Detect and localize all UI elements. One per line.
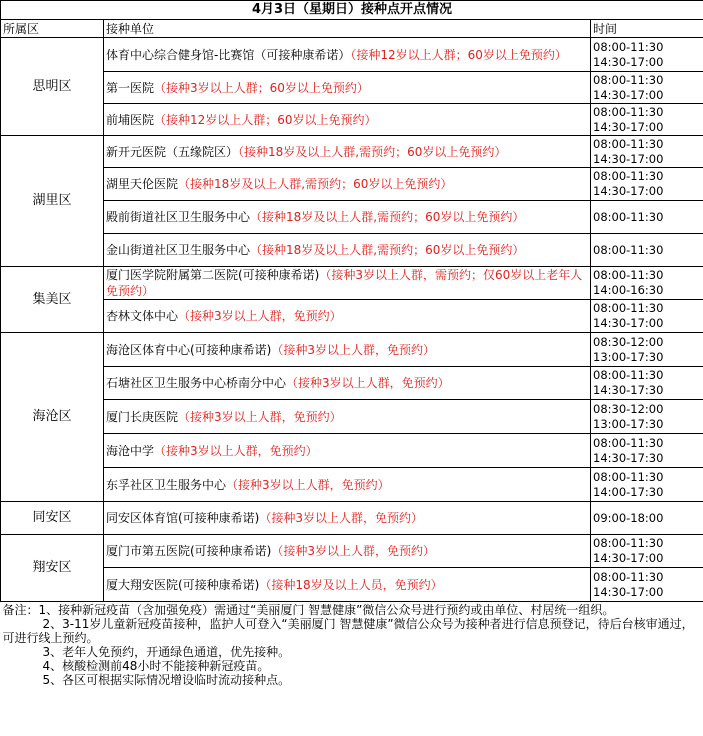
time-slot: 08:00-11:30 — [593, 136, 664, 151]
unit-name: 同安区体育馆(可接种康希诺) — [106, 511, 260, 525]
table-row — [1, 104, 703, 136]
unit-eligibility-note: （接种3岁以上人群，免预约） — [226, 477, 390, 492]
time-cell — [591, 300, 703, 333]
time-slot: 08:00-11:30 — [593, 435, 664, 450]
unit-eligibility-note: （接种3岁以上人群，免预约） — [259, 511, 424, 525]
unit-eligibility-note: （接种18岁及以上人群,需预约；60岁以上免预约） — [178, 177, 453, 191]
table-row — [1, 168, 703, 201]
time-slot: 14:30-17:00 — [593, 184, 664, 198]
time-cell — [591, 367, 703, 400]
header-district: 所属区 — [1, 20, 104, 38]
note-4: 4、核酸检测前48小时不能接种新冠疫苗。 — [42, 659, 270, 673]
time-cell — [591, 201, 703, 234]
unit-name: 石塘社区卫生服务中心桥南分中心 — [106, 376, 287, 390]
table-row — [1, 72, 703, 104]
time-cell — [591, 104, 703, 136]
time-slot: 13:00-17:30 — [593, 349, 664, 364]
district-cell: 同安区 — [1, 502, 104, 535]
unit-cell — [104, 267, 591, 300]
time-cell — [591, 468, 703, 502]
time-slot: 09:00-18:00 — [593, 510, 664, 525]
table-row — [1, 267, 703, 300]
note-3: 3、老年人免预约，开通绿色通道，优先接种。 — [42, 645, 291, 659]
unit-name: 厦门市第五医院(可接种康希诺) — [106, 544, 272, 558]
unit-name: 第一医院 — [106, 80, 155, 95]
time-slot: 08:00-11:30 — [593, 209, 664, 224]
note-1: 备注：1、接种新冠疫苗（含加强免疫）需通过“美丽厦门 智慧健康”微信公众号进行预约或由单位、村居统一组织。 — [2, 603, 615, 617]
unit-cell — [104, 201, 591, 234]
time-cell — [591, 535, 703, 568]
unit-eligibility-note: （接种12岁以上人群；60岁以上免预约） — [350, 47, 567, 62]
unit-cell — [104, 104, 591, 136]
time-cell — [591, 502, 703, 535]
time-slot: 14:30-17:30 — [593, 450, 664, 465]
table-row — [1, 434, 703, 468]
time-cell — [591, 333, 703, 367]
time-slot: 08:00-11:30 — [593, 268, 664, 282]
unit-eligibility-note: （接种3岁以上人群，免预约） — [154, 443, 318, 458]
unit-eligibility-note: （接种18岁及以上人群,需预约；60岁以上免预约） — [250, 210, 525, 224]
unit-cell — [104, 400, 591, 434]
time-cell — [591, 434, 703, 468]
time-cell — [591, 38, 703, 72]
time-cell — [591, 234, 703, 267]
table-row — [1, 468, 703, 502]
table-row — [1, 502, 703, 535]
unit-cell — [104, 136, 591, 168]
header-time: 时间 — [591, 20, 703, 38]
unit-name: 体育中心综合健身馆-比赛馆（可接种康希诺） — [106, 47, 351, 62]
time-slot: 08:00-11:30 — [593, 368, 664, 382]
time-cell — [591, 136, 703, 168]
table-row — [1, 367, 703, 400]
time-slot: 08:30-12:00 — [593, 401, 664, 416]
note-5: 5、各区可根据实际情况增设临时流动接种点。 — [42, 673, 291, 687]
time-slot: 08:00-11:30 — [593, 301, 664, 315]
unit-cell — [104, 535, 591, 568]
unit-cell — [104, 434, 591, 468]
district-cell: 翔安区 — [1, 535, 104, 602]
time-slot: 14:30-17:00 — [593, 151, 664, 166]
unit-eligibility-note: （接种18岁及以上人群,需预约；60岁以上免预约） — [250, 243, 525, 257]
page-title: 4月3日（星期日）接种点开点情况 — [1, 1, 703, 20]
time-slot: 14:00-16:30 — [593, 283, 664, 297]
table-row — [1, 136, 703, 168]
unit-name: 湖里天伦医院 — [106, 177, 179, 191]
unit-eligibility-note: （接种3岁以上人群，需预约；仅60岁以上老年人免预约） — [106, 268, 583, 298]
unit-eligibility-note: （接种18岁及以上人群,需预约；60岁以上免预约） — [238, 144, 507, 159]
time-slot: 14:30-17:00 — [593, 87, 664, 102]
unit-cell — [104, 468, 591, 502]
district-cell: 海沧区 — [1, 333, 104, 502]
time-slot: 08:00-11:30 — [593, 39, 664, 54]
time-slot: 14:00-17:30 — [593, 484, 664, 499]
time-slot: 08:00-11:30 — [593, 469, 664, 484]
unit-eligibility-note: （接种18岁及以上人员，免预约） — [259, 577, 443, 592]
unit-cell — [104, 502, 591, 535]
time-slot: 08:30-12:00 — [593, 334, 664, 349]
district-cell: 思明区 — [1, 38, 104, 136]
unit-name: 金山街道社区卫生服务中心 — [106, 243, 251, 257]
time-cell — [591, 400, 703, 434]
table-row — [1, 400, 703, 434]
table-row — [1, 535, 703, 568]
time-slot: 08:00-11:30 — [593, 72, 664, 87]
unit-eligibility-note: （接种3岁以上人群，免预约） — [271, 544, 436, 558]
time-slot: 14:30-17:00 — [593, 119, 664, 134]
unit-name: 海沧中学 — [106, 443, 155, 458]
district-cell: 集美区 — [1, 267, 104, 333]
time-slot: 14:30-17:00 — [593, 584, 664, 599]
table-row — [1, 300, 703, 333]
unit-eligibility-note: （接种3岁以上人群；60岁以上免预约） — [154, 80, 369, 95]
time-slot: 14:30-17:00 — [593, 316, 664, 330]
unit-eligibility-note: （接种3岁以上人群，免预约） — [286, 376, 450, 390]
header-unit: 接种单位 — [104, 20, 591, 38]
table-row — [1, 568, 703, 602]
table-row — [1, 234, 703, 267]
table-row — [1, 38, 703, 72]
unit-cell — [104, 367, 591, 400]
district-cell: 湖里区 — [1, 136, 104, 267]
unit-cell — [104, 38, 591, 72]
note-2: 2、3-11岁儿童新冠疫苗接种，监护人可登入“美丽厦门 智慧健康”微信公众号为接种者进行信息预登记，待后台核审通过，可进行线上预约。 — [2, 617, 694, 645]
time-slot: 08:00-11:30 — [593, 242, 664, 257]
time-cell — [591, 168, 703, 201]
time-slot: 14:30-17:30 — [593, 383, 664, 397]
time-slot: 08:00-11:30 — [593, 569, 664, 584]
unit-cell — [104, 72, 591, 104]
time-cell — [591, 267, 703, 300]
unit-name: 前埔医院 — [106, 112, 155, 127]
unit-name: 厦大翔安医院(可接种康希诺) — [106, 577, 260, 592]
unit-eligibility-note: （接种3岁以上人群，免预约） — [178, 409, 342, 424]
unit-name: 厦门长庚医院 — [106, 409, 179, 424]
unit-eligibility-note: （接种12岁以上人群；60岁以上免预约） — [154, 112, 377, 127]
unit-name: 东孚社区卫生服务中心 — [106, 477, 227, 492]
unit-cell — [104, 234, 591, 267]
unit-cell — [104, 568, 591, 602]
unit-name: 新开元医院（五缘院区） — [106, 144, 239, 159]
unit-eligibility-note: （接种3岁以上人群，免预约） — [178, 309, 342, 323]
unit-cell — [104, 333, 591, 367]
unit-name: 厦门医学院附属第二医院(可接种康希诺) — [106, 268, 320, 282]
time-slot: 13:00-17:30 — [593, 416, 664, 431]
time-cell — [591, 72, 703, 104]
unit-cell — [104, 300, 591, 333]
time-slot: 14:30-17:00 — [593, 54, 664, 69]
unit-cell — [104, 168, 591, 201]
time-slot: 08:00-11:30 — [593, 536, 664, 550]
table-row — [1, 201, 703, 234]
time-slot: 08:00-11:30 — [593, 104, 664, 119]
unit-name: 杏林文体中心 — [106, 309, 179, 323]
unit-name: 殿前街道社区卫生服务中心 — [106, 210, 251, 224]
table-row — [1, 333, 703, 367]
unit-eligibility-note: （接种3岁以上人群，免预约） — [271, 342, 436, 357]
unit-name: 海沧区体育中心(可接种康希诺) — [106, 342, 272, 357]
time-slot: 08:00-11:30 — [593, 169, 664, 183]
notes-block — [1, 602, 703, 688]
time-cell — [591, 568, 703, 602]
time-slot: 14:30-17:00 — [593, 551, 664, 565]
